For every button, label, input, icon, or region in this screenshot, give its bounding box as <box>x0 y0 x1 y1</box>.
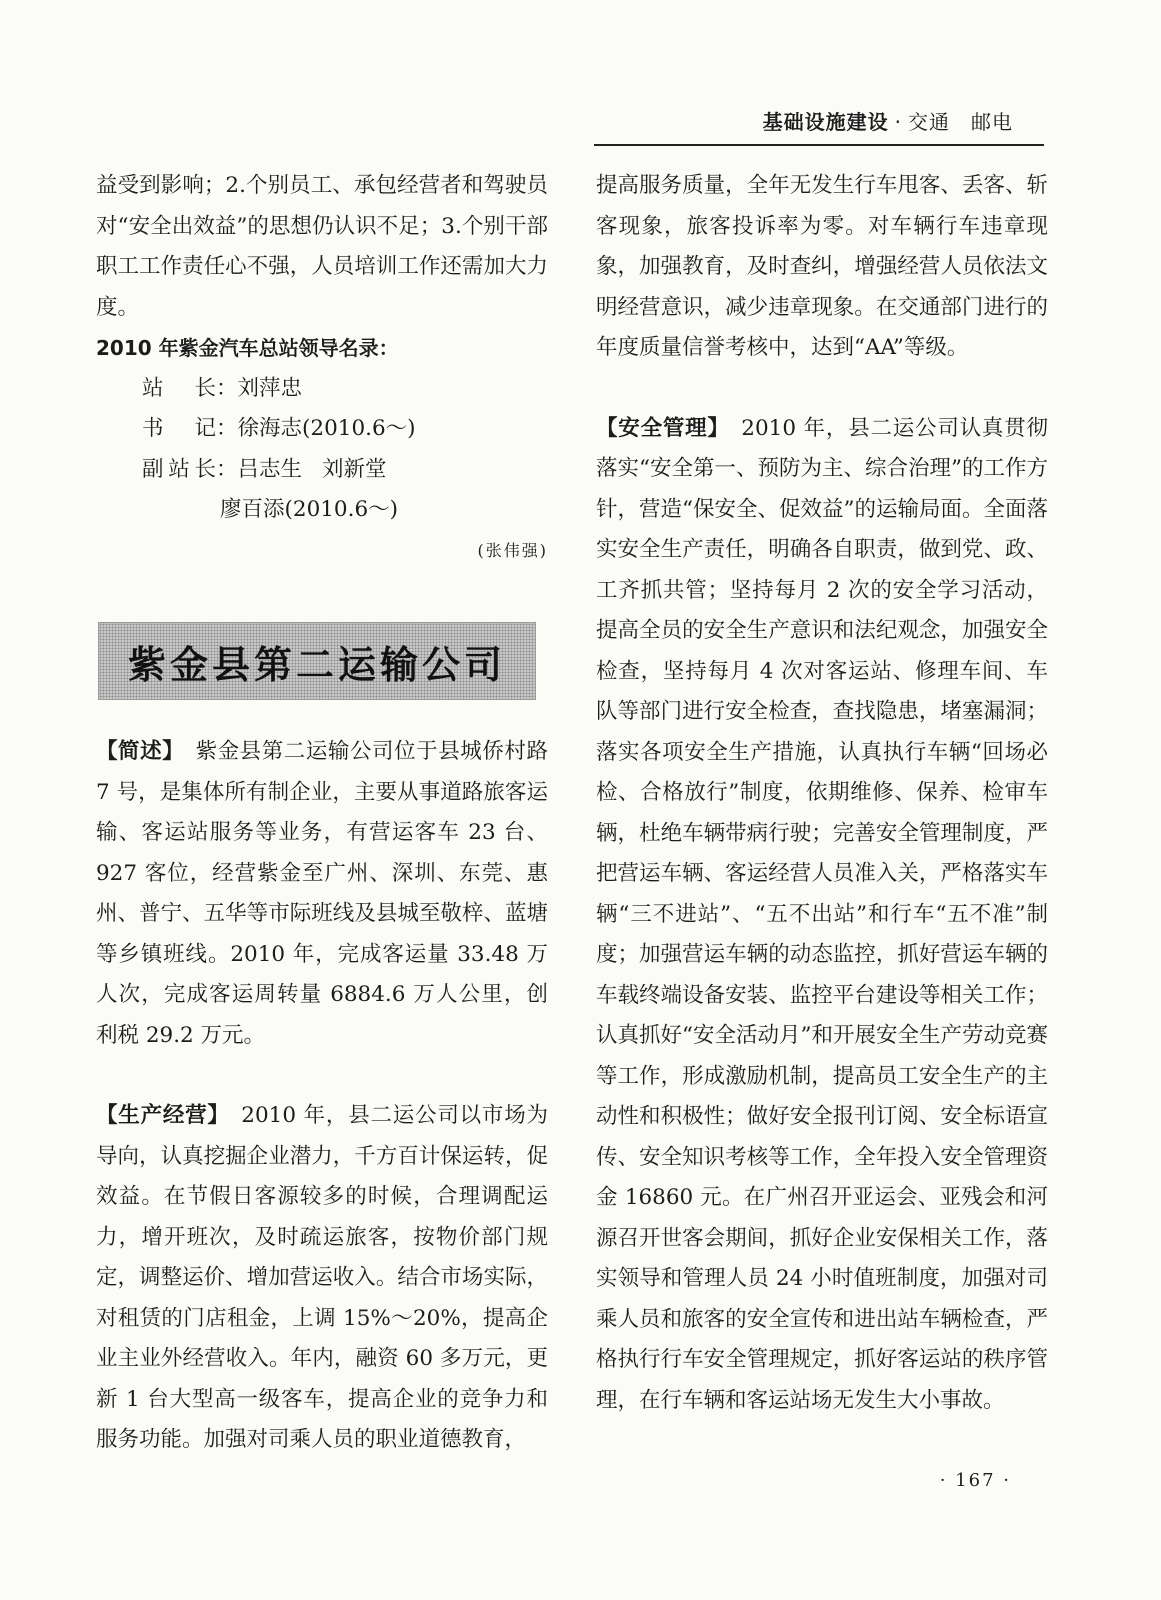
roster-names: 吕志生 <box>237 456 303 482</box>
roster-line-deputy: 副站长：吕志生 刘新堂 <box>96 450 548 491</box>
right-column <box>596 166 1048 1421</box>
roster-title: 2010 年紫金汽车总站领导名录： <box>96 336 399 360</box>
header-rule <box>594 144 1044 146</box>
paragraph-shengchan <box>96 1096 548 1461</box>
roster-line-director: 站 长：刘萍忠 <box>96 369 548 410</box>
roster-line-deputy-cont: 廖百添(2010.6～) <box>220 497 399 522</box>
label-anquan: 【安全管理】 <box>596 415 719 441</box>
left-column-top <box>96 166 548 571</box>
label-shengchan: 【生产经营】 <box>96 1103 219 1128</box>
roster-line-secretary: 书 记：徐海志(2010.6～) <box>96 409 548 450</box>
author-credit: (张伟强) <box>477 540 548 560</box>
section-banner-title: 紫金县第二运输公司 <box>127 642 506 687</box>
roster-role: 副站长 <box>142 456 216 482</box>
paragraph-service-quality: 提高服务质量，全年无发生行车甩客、丢客、斩客现象，旅客投诉率为零。对车辆行车违章现象，加强教育，及时查纠，增强经营人员依法文明经营意识，减少违章现象。在交通部门进行的年度质量信誉考核中，达到“AA”等级。 <box>596 173 1048 360</box>
text-jianshu: 紫金县第二运输公司位于县城侨村路 7 号，是集体所有制企业，主要从事道路旅客运输、客运站服务等业务，有营运客车 23 台、927 客位，经营紫金至广州、深圳、东莞、惠州、普宁、五华等市际班线及县城至敬梓、蓝塘等乡镇班线。2010 年，完成客运量 33.48 万人次，完成客运周转量 6884.6 万人公里，创利税 29.2 万元。 <box>96 739 548 1048</box>
paragraph-continuation: 益受到影响；2.个别员工、承包经营者和驾驶员对“安全出效益”的思想仍认识不足；3.个别干部职工工作责任心不强，人员培训工作还需加大力度。 <box>96 173 548 320</box>
roster-names-2: 刘新堂 <box>322 456 387 482</box>
roster-names: 徐海志(2010.6～) <box>237 416 416 441</box>
running-head-section: 基础设施建设 <box>762 110 889 134</box>
text-shengchan: 2010 年，县二运公司以市场为导向，认真挖掘企业潜力，千方百计保运转，促效益。在节假日客源较多的时候，合理调配运力，增开班次，及时疏运旅客，按物价部门规定，调整运价、增加营运收入。结合市场实际，对租赁的门店租金，上调 15%～20%，提高企业主业外经营收入。年内，融资 60 多万元，更新 1 台大型高一级客车，提高企业的竞争力和服务功能。加强对司乘人员的职业道德教育， <box>96 1103 548 1452</box>
roster-role: 书 记 <box>142 416 216 441</box>
running-head <box>763 106 1013 135</box>
text-anquan: 2010 年，县二运公司认真贯彻落实“安全第一、预防为主、综合治理”的工作方针，营造“保安全、促效益”的运输局面。全面落实安全生产责任，明确各自职责，做到党、政、工齐抓共管；坚持每月 2 次的安全学习活动，提高全员的安全生产意识和法纪观念，加强安全检查，坚持每月 4 次对客运站、修理车间、车队等部门进行安全检查，查找隐患，堵塞漏洞；落实各项安全生产措施，认真执行车辆“回场必检、合格放行”制度，依期维修、保养、检审车辆，杜绝车辆带病行驶；完善安全管理制度，严把营运车辆、客运经营人员准入关，严格落实车辆“三不进站”、“五不出站”和行车“五不准”制度；加强营运车辆的动态监控，抓好营运车辆的车载终端设备安装、监控平台建设等相关工作；认真抓好“安全活动月”和开展安全生产劳动竞赛等工作，形成激励机制，提高员工安全生产的主动性和积极性；做好安全报刊订阅、安全标语宣传、安全知识考核等工作，全年投入安全管理资金 16860 元。在广州召开亚运会、亚残会和河源召开世客会期间，抓好企业安保相关工作，落实领导和管理人员 24 小时值班制度，加强对司乘人员和旅客的安全宣传和进出站车辆检查，严格执行行车安全管理规定，抓好客运站的秩序管理，在行车辆和客运站场无发生大小事故。 <box>596 415 1048 1413</box>
paragraph-anquan <box>596 409 1048 1422</box>
left-column-bottom <box>96 732 548 1461</box>
page-number: · 167 · <box>939 1470 1011 1491</box>
running-head-dot: · <box>894 110 902 134</box>
section-banner <box>98 622 536 700</box>
roster-names: 刘萍忠 <box>237 375 303 401</box>
roster-role: 站 长 <box>142 375 216 401</box>
running-head-subsection: 交通 邮电 <box>908 110 1013 134</box>
label-jianshu: 【简述】 <box>96 739 174 764</box>
paragraph-jianshu <box>96 732 548 1056</box>
